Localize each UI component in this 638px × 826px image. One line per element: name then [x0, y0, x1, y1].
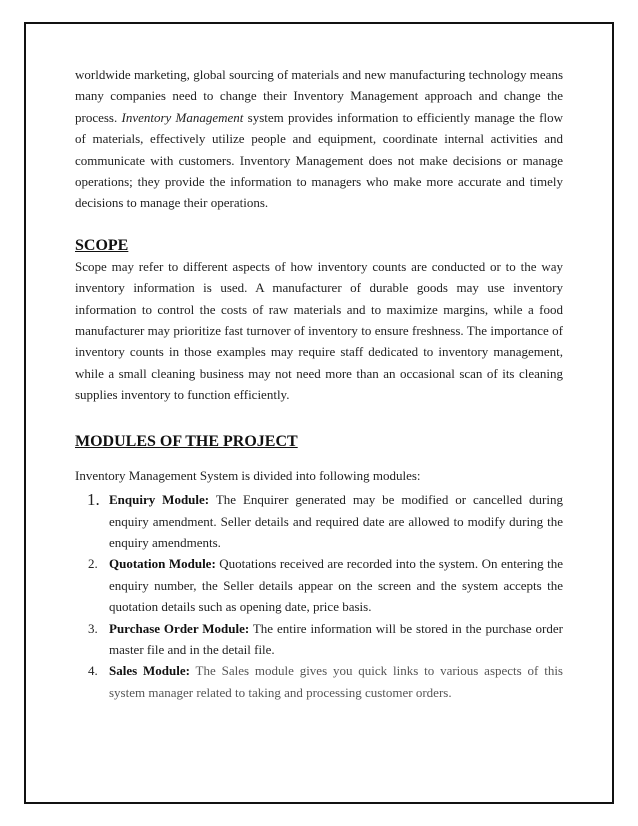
intro-italic-term: Inventory Management: [121, 109, 244, 125]
list-item-number: 1.: [87, 490, 100, 510]
list-item: [75, 553, 563, 617]
list-item-title: Sales Module:: [109, 663, 190, 679]
document-body: [75, 64, 563, 703]
intro-text-part-2: system provides information to efficiently manage the flow of materials, effectively utilize people and equipment, coordinate internal activities and communicate with customers. Inventory Management does not make decisions or manage operations; they provide the information to managers who make more accurate and timely decisions to manage their operations.: [75, 109, 564, 211]
list-item-number: 3.: [88, 620, 98, 636]
list-item-title: Purchase Order Module:: [109, 620, 250, 636]
list-item-text: The Sales module gives you quick links to various aspects of this system manager related to taking and processing customer orders.: [109, 663, 563, 700]
scope-heading: SCOPE: [75, 236, 129, 254]
scope-paragraph: Scope may refer to different aspects of how inventory counts are conducted or to the way inventory information is used. A manufacturer of durable goods may use inventory information to control the costs of raw materials and to maximize margins, while a food manufacturer may prioritize fast turnover of inventory to ensure freshness. The importance of inventory counts in those examples may require staff dedicated to inventory management, while a small cleaning business may not need more than an occasional scan of its cleaning supplies inventory to function efficiently.: [75, 258, 563, 403]
list-item-title: Enquiry Module:: [109, 492, 210, 508]
intro-text-part-1: worldwide marketing, global sourcing of materials and new manufacturing technology means many companies need to change their Inventory Management approach and change the process.: [75, 67, 563, 125]
list-item-text: The entire information will be stored in the purchase order master file and in the detail file.: [109, 620, 563, 657]
intro-paragraph: [75, 64, 563, 214]
list-item-title: Quotation Module:: [109, 556, 216, 572]
modules-heading: MODULES OF THE PROJECT: [75, 432, 298, 450]
list-item: [75, 618, 563, 661]
list-item: [75, 660, 563, 703]
list-item-number: 2.: [88, 556, 98, 572]
modules-list: [75, 489, 563, 703]
modules-intro: Inventory Management System is divided into following modules:: [75, 467, 421, 483]
list-item-text: Quotations received are recorded into the system. On entering the enquiry number, the Seller details appear on the screen and the system accepts the quotation details such as opening date, price basis.: [109, 556, 563, 615]
list-item-text: The Enquirer generated may be modified or cancelled during enquiry amendment. Seller details and required date are allowed to modify during the enquiry amendments.: [109, 492, 563, 550]
list-item: [75, 489, 563, 553]
list-item-number: 4.: [88, 663, 98, 679]
